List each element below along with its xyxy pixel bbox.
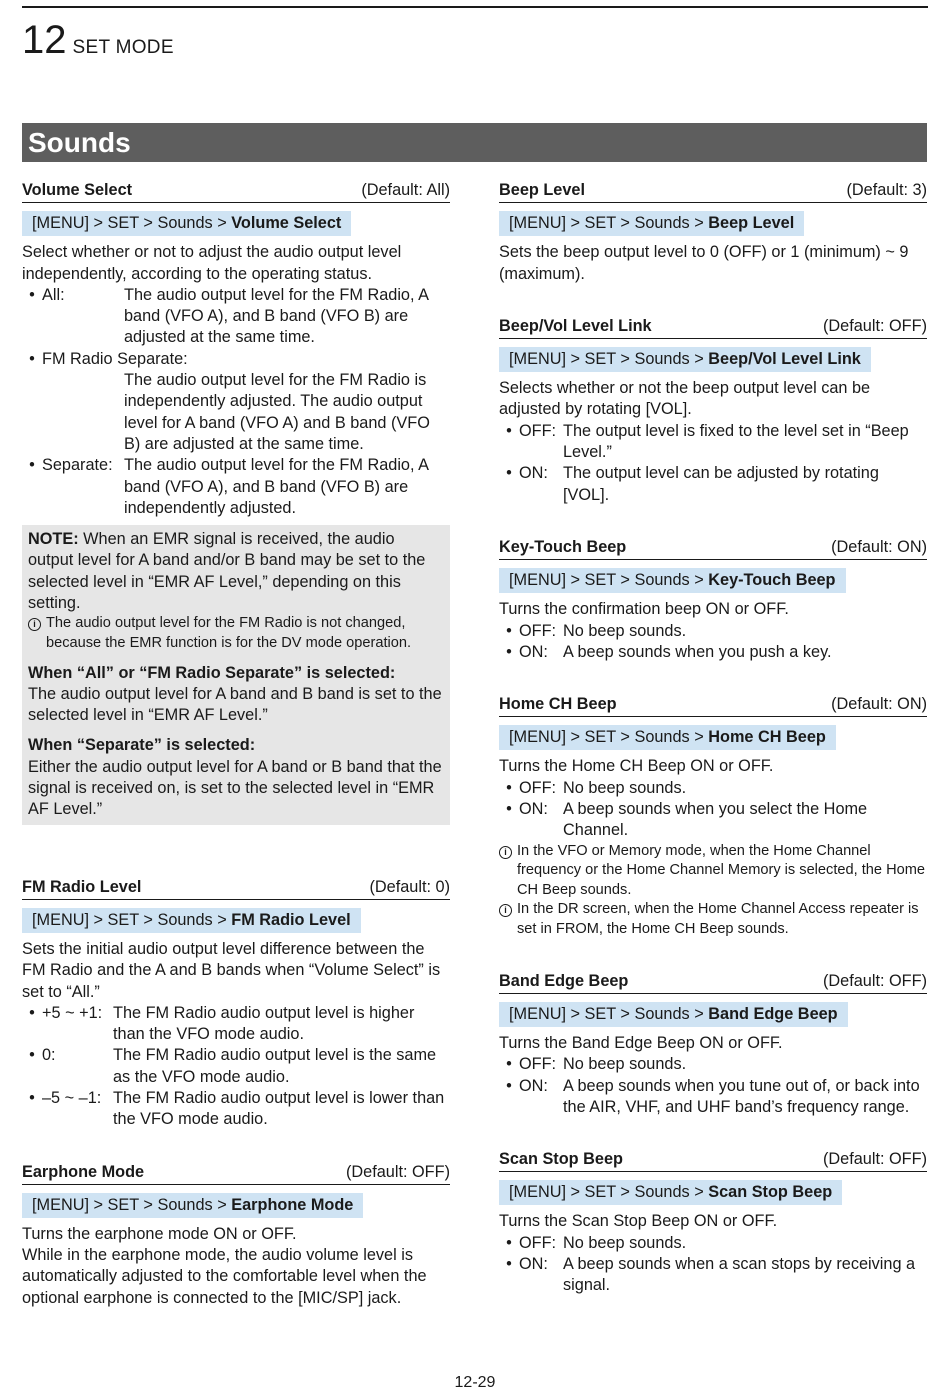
item-heading <box>499 971 927 994</box>
key-touch-beep-item <box>499 537 927 663</box>
fm-radio-level-item <box>22 877 450 1131</box>
item-heading <box>499 537 927 560</box>
bullet-icon: • <box>29 285 35 304</box>
path-item: Scan Stop Beep <box>708 1183 833 1202</box>
bullet-icon: • <box>29 456 35 475</box>
menu-path <box>499 211 804 236</box>
note-subheading: When “Separate” is selected: <box>28 736 256 755</box>
option-text: No beep sounds. <box>563 778 687 797</box>
band-edge-beep-item <box>499 971 927 1118</box>
item-name: Volume Select <box>22 181 133 199</box>
item-heading <box>22 180 450 203</box>
option-row <box>499 1076 927 1119</box>
bullet-icon: • <box>29 1003 35 1022</box>
option-label: ON: <box>519 642 548 661</box>
menu-path <box>499 347 871 372</box>
item-default: (Default: 3) <box>846 181 927 199</box>
item-default: (Default: All) <box>361 181 450 199</box>
beep-level-item <box>499 180 927 285</box>
option-row <box>499 1054 927 1075</box>
item-name: Beep/Vol Level Link <box>499 316 652 335</box>
item-name: Beep Level <box>499 181 585 199</box>
item-description: Turns the confirmation beep ON or OFF. <box>499 600 789 619</box>
path-prefix: [MENU] > SET > Sounds > <box>32 910 232 929</box>
option-label: ON: <box>519 1076 548 1095</box>
bullet-icon: • <box>506 421 512 440</box>
option-text: No beep sounds. <box>563 621 687 640</box>
item-description: Select whether or not to adjust the audio output level independently, according to the operating status. <box>22 243 402 283</box>
item-default: (Default: OFF) <box>822 971 927 990</box>
item-name: Key-Touch Beep <box>499 537 627 556</box>
page-number: 12-29 <box>454 1374 496 1391</box>
option-label: All: <box>42 285 65 304</box>
option-text: The FM Radio audio output level is lower than the VFO mode audio. <box>113 1088 445 1129</box>
item-heading <box>499 1149 927 1172</box>
option-row <box>499 421 927 464</box>
earphone-mode-item <box>22 1162 450 1309</box>
note-subtext: The audio output level for A band and B band is set to the selected level in “EMR AF Level.” <box>28 684 442 725</box>
info-text: In the VFO or Memory mode, when the Home Channel frequency or the Home Channel Memory is selected, the Home CH Beep sounds. <box>517 842 926 898</box>
item-description: Turns the Band Edge Beep ON or OFF. <box>499 1033 783 1052</box>
item-name: FM Radio Level <box>22 877 142 896</box>
option-text: A beep sounds when you tune out of, or back into the AIR, VHF, and UHF band’s frequency range. <box>563 1076 920 1116</box>
option-row <box>499 621 927 642</box>
info-icon: i <box>499 846 512 859</box>
item-description: While in the earphone mode, the audio volume level is automatically adjusted to the comfortable level when the optional earphone is connected to the [MIC/SP] jack. <box>22 1246 427 1307</box>
option-row <box>499 1254 927 1297</box>
bullet-icon: • <box>506 1055 512 1074</box>
info-text: In the DR screen, when the Home Channel Access repeater is set in FROM, the Home CH Beep sounds. <box>517 901 919 938</box>
right-column <box>499 180 927 1328</box>
menu-path <box>499 725 836 750</box>
path-item: Earphone Mode <box>231 1195 354 1214</box>
scan-stop-beep-item <box>499 1149 927 1296</box>
home-ch-beep-item <box>499 694 927 939</box>
path-item: FM Radio Level <box>231 910 351 929</box>
menu-path <box>499 1002 848 1027</box>
item-description: Turns the earphone mode ON or OFF. <box>22 1224 297 1243</box>
bullet-icon: • <box>506 778 512 797</box>
option-label: OFF: <box>519 621 557 640</box>
option-label: ON: <box>519 1254 548 1273</box>
option-label: Separate: <box>42 456 113 475</box>
info-note <box>28 614 444 653</box>
bullet-icon: • <box>29 1046 35 1065</box>
path-item: Beep Level <box>708 214 795 233</box>
path-item: Volume Select <box>231 214 342 233</box>
option-row <box>22 1088 450 1131</box>
note-text: When an EMR signal is received, the audio output level for A band and/or B band may be set to the selected level in “EMR AF Level,” depending on this setting. <box>28 530 426 613</box>
option-text: The output level can be adjusted by rotating [VOL]. <box>563 464 879 504</box>
option-text: The FM Radio audio output level is the same as the VFO mode audio. <box>113 1046 437 1086</box>
option-text: A beep sounds when a scan stops by receiving a signal. <box>563 1254 916 1295</box>
volume-select-item <box>22 180 450 825</box>
option-label: FM Radio Separate: <box>42 349 188 368</box>
option-text: The output level is fixed to the level set in “Beep Level.” <box>563 421 909 462</box>
item-heading <box>499 694 927 717</box>
chapter-number: 12 <box>22 18 67 62</box>
item-heading <box>22 877 450 900</box>
info-icon: i <box>28 618 41 631</box>
option-label: OFF: <box>519 1055 557 1074</box>
bullet-icon: • <box>29 1088 35 1107</box>
option-text: No beep sounds. <box>563 1233 687 1252</box>
item-name: Scan Stop Beep <box>499 1150 623 1169</box>
option-text: The FM Radio audio output level is higher than the VFO mode audio. <box>113 1003 415 1044</box>
option-label: 0: <box>42 1046 56 1065</box>
option-text: The audio output level for the FM Radio, A band (VFO A), and B band (VFO B) are adjusted at the same time. <box>124 285 429 347</box>
info-note <box>499 842 927 901</box>
item-default: (Default: ON) <box>831 695 927 714</box>
item-description: Turns the Scan Stop Beep ON or OFF. <box>499 1212 778 1231</box>
menu-path <box>22 1193 363 1218</box>
option-row <box>22 1003 450 1046</box>
bullet-icon: • <box>506 642 512 661</box>
item-description: Turns the Home CH Beep ON or OFF. <box>499 757 774 776</box>
item-default: (Default: OFF) <box>345 1162 450 1181</box>
path-prefix: [MENU] > SET > Sounds > <box>509 1004 709 1023</box>
option-label: –5 ~ –1: <box>42 1088 102 1107</box>
option-row <box>22 285 450 349</box>
option-label: +5 ~ +1: <box>42 1003 103 1022</box>
item-description: Sets the initial audio output level difference between the FM Radio and the A and B bands when “Volume Select” is set to “All.” <box>22 939 441 1001</box>
item-name: Home CH Beep <box>499 695 617 714</box>
header-rule <box>22 6 928 8</box>
item-description: Sets the beep output level to 0 (OFF) or 1 (minimum) ~ 9 (maximum). <box>499 243 909 283</box>
item-heading <box>499 180 927 203</box>
option-row <box>499 1233 927 1254</box>
option-text: The audio output level for the FM Radio is independently adjusted. The audio output level for A band (VFO A) and B band (VFO B) are adjusted at the same time. <box>124 371 430 453</box>
item-heading <box>499 316 927 339</box>
item-description: Selects whether or not the beep output level can be adjusted by rotating [VOL]. <box>499 379 871 419</box>
left-column <box>22 180 450 1340</box>
bullet-icon: • <box>506 1254 512 1273</box>
menu-path <box>499 1180 842 1205</box>
option-label: OFF: <box>519 421 557 440</box>
note-subheading: When “All” or “FM Radio Separate” is selected: <box>28 663 396 682</box>
path-prefix: [MENU] > SET > Sounds > <box>509 1183 709 1202</box>
option-row <box>499 799 927 842</box>
note-paragraph <box>28 529 444 614</box>
item-default: (Default: 0) <box>369 877 450 896</box>
option-label: OFF: <box>519 778 557 797</box>
chapter-header <box>22 20 174 60</box>
item-default: (Default: ON) <box>831 537 927 556</box>
bullet-icon: • <box>506 1076 512 1095</box>
option-row <box>499 463 927 506</box>
info-text: The audio output level for the FM Radio is not changed, because the EMR function is for the DV mode operation. <box>46 615 412 651</box>
path-prefix: [MENU] > SET > Sounds > <box>509 728 709 747</box>
path-prefix: [MENU] > SET > Sounds > <box>509 214 709 233</box>
item-name: Earphone Mode <box>22 1162 145 1181</box>
option-row <box>22 349 450 455</box>
option-row <box>499 778 927 799</box>
path-item: Beep/Vol Level Link <box>708 350 861 369</box>
chapter-title: SET MODE <box>72 37 174 58</box>
info-icon: i <box>499 904 512 917</box>
option-row <box>22 1045 450 1088</box>
menu-path <box>499 568 846 593</box>
note-subtext: Either the audio output level for A band or B band that the signal is received on, is set to the selected level in “EMR AF Level.” <box>28 757 442 819</box>
path-prefix: [MENU] > SET > Sounds > <box>32 214 232 233</box>
option-row <box>499 642 927 663</box>
bullet-icon: • <box>506 800 512 819</box>
menu-path <box>22 908 361 933</box>
path-prefix: [MENU] > SET > Sounds > <box>509 350 709 369</box>
bullet-icon: • <box>506 464 512 483</box>
option-text: A beep sounds when you push a key. <box>563 642 832 661</box>
beep-vol-link-item <box>499 316 927 506</box>
option-label: ON: <box>519 464 548 483</box>
path-prefix: [MENU] > SET > Sounds > <box>32 1195 232 1214</box>
option-label: OFF: <box>519 1233 557 1252</box>
bullet-icon: • <box>506 621 512 640</box>
path-item: Key-Touch Beep <box>708 571 836 590</box>
option-label: ON: <box>519 800 548 819</box>
item-default: (Default: OFF) <box>822 1150 927 1169</box>
info-note <box>499 900 927 939</box>
option-text: The audio output level for the FM Radio, A band (VFO A), and B band (VFO B) are independently adjusted. <box>124 456 429 517</box>
option-text: No beep sounds. <box>563 1055 687 1074</box>
option-row <box>22 455 450 519</box>
note-box <box>22 525 450 824</box>
path-item: Home CH Beep <box>708 728 826 747</box>
menu-path <box>22 211 351 236</box>
item-name: Band Edge Beep <box>499 971 629 990</box>
section-title: Sounds <box>22 123 927 162</box>
path-item: Band Edge Beep <box>708 1004 838 1023</box>
path-prefix: [MENU] > SET > Sounds > <box>509 571 709 590</box>
option-text: A beep sounds when you select the Home Channel. <box>563 800 868 840</box>
bullet-icon: • <box>29 349 35 368</box>
note-label: NOTE: <box>28 530 79 549</box>
item-default: (Default: OFF) <box>822 316 927 335</box>
item-heading <box>22 1162 450 1185</box>
bullet-icon: • <box>506 1233 512 1252</box>
